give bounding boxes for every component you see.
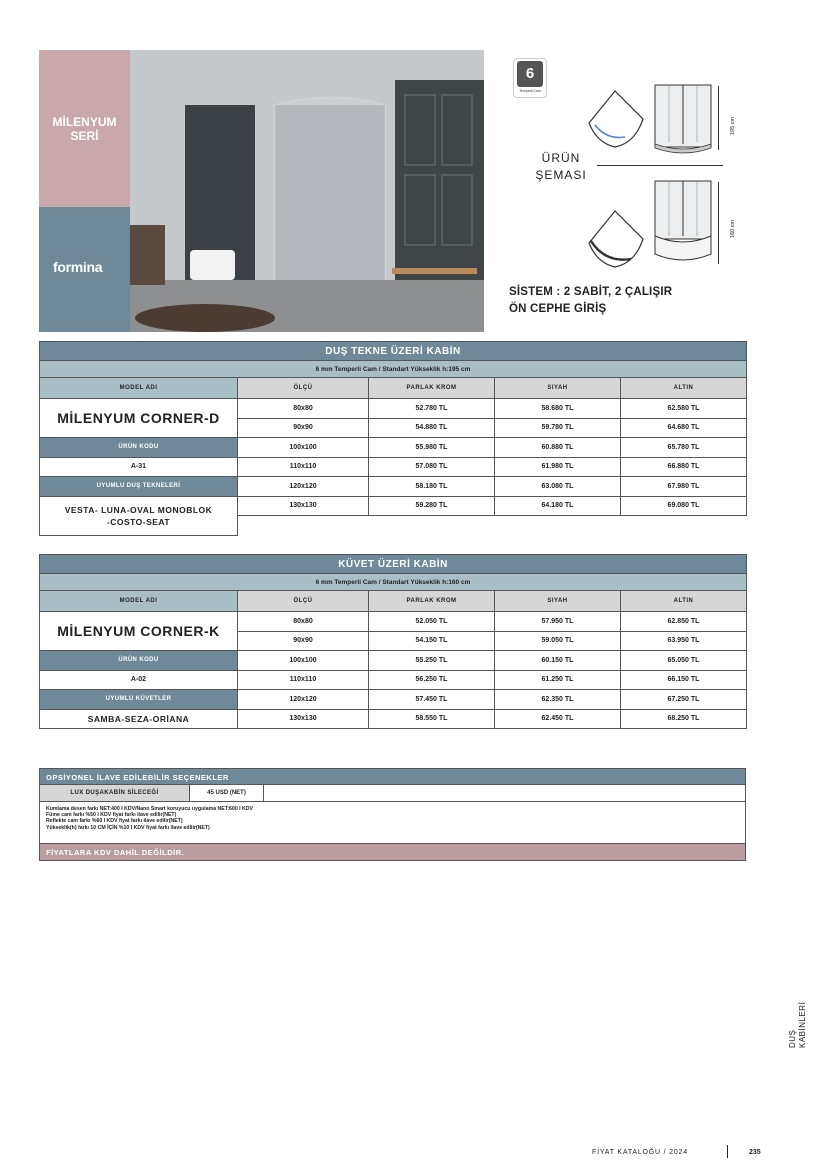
corner-plan-bottom-icon	[585, 205, 647, 270]
table1-spacer	[238, 516, 747, 535]
price-table-bathtub	[39, 554, 747, 729]
options-note: Kumlama desen farkı NET:400 I KDV/Nano Smart koruyucu uygulama NET:600 I KDV	[46, 806, 253, 812]
table1-size: 80x80	[238, 399, 369, 419]
table2-size: 80x80	[238, 612, 369, 632]
options-note: Yükseklik(h) farkı 10 CM İÇİN %10 I KDV fiyat farkı ilave edilir(NET)	[46, 824, 210, 831]
table2-size: 100x100	[238, 651, 369, 671]
table2-price-chrome: 55.250 TL	[369, 651, 495, 671]
table2-compat-list: SAMBA-SEZA-ORİANA	[40, 709, 238, 729]
price-table-shower-tray	[39, 341, 747, 536]
table2-price-gold: 66.150 TL	[621, 670, 747, 690]
table2-subtitle: 6 mm Temperli Cam / Standart Yükseklik h:160 cm	[40, 574, 747, 591]
table1-header-gold: ALTIN	[621, 378, 747, 399]
table1-price-gold: 67.980 TL	[621, 477, 747, 497]
series-title: MİLENYUM SERİ	[39, 50, 130, 207]
table2-size: 120x120	[238, 690, 369, 710]
table2-compat-label: UYUMLU KÜVETLER	[40, 690, 238, 710]
table1-price-chrome: 55.980 TL	[369, 438, 495, 458]
table2-price-chrome: 52.050 TL	[369, 612, 495, 632]
table1-compat-label: UYUMLU DUŞ TEKNELERİ	[40, 477, 238, 497]
options-notes	[39, 802, 746, 844]
table1-title: DUŞ TEKNE ÜZERİ KABİN	[40, 342, 747, 361]
section-side-label	[782, 1000, 812, 1050]
table1-price-chrome: 59.280 TL	[369, 496, 495, 516]
table2-title: KÜVET ÜZERİ KABİN	[40, 555, 747, 574]
table2-header-gold: ALTIN	[621, 591, 747, 612]
table1-header-size: ÖLÇÜ	[238, 378, 369, 399]
glass-thickness: 6	[517, 61, 543, 87]
table1-header-black: SIYAH	[495, 378, 621, 399]
table2-model-name: MİLENYUM CORNER-K	[40, 612, 238, 651]
table1-price-gold: 65.780 TL	[621, 438, 747, 458]
table1-subtitle: 6 mm Temperli Cam / Standart Yükseklik h:195 cm	[40, 361, 747, 378]
table2-header-model: MODEL ADI	[40, 591, 238, 612]
options-item-price: 45 USD (NET)	[190, 785, 264, 801]
schema-label: ÜRÜN ŞEMASI	[535, 151, 587, 182]
table2-price-black: 62.450 TL	[495, 709, 621, 729]
table1-price-chrome: 58.180 TL	[369, 477, 495, 497]
table2-price-black: 61.250 TL	[495, 670, 621, 690]
table2-price-black: 59.050 TL	[495, 631, 621, 651]
table1-price-black: 61.980 TL	[495, 457, 621, 477]
table1-model-name: MİLENYUM CORNER-D	[40, 399, 238, 438]
options-header: OPSİYONEL İLAVE EDİLEBİLİR SEÇENEKLER	[39, 768, 746, 785]
product-photo	[130, 50, 484, 332]
options-item-label: LUX DUŞAKABİN SİLECEĞİ	[40, 785, 190, 801]
table1-header-chrome: PARLAK KROM	[369, 378, 495, 399]
table1-price-chrome: 54.880 TL	[369, 418, 495, 438]
table2-price-chrome: 58.550 TL	[369, 709, 495, 729]
table2-size: 90x90	[238, 631, 369, 651]
table1-price-black: 64.180 TL	[495, 496, 621, 516]
table1-price-gold: 62.580 TL	[621, 399, 747, 419]
table2-price-chrome: 56.250 TL	[369, 670, 495, 690]
schema-divider	[597, 165, 723, 166]
corner-plan-top-icon	[585, 85, 647, 150]
dimension-bottom: 160 cm	[730, 219, 736, 238]
brand-logo: formina	[53, 259, 103, 275]
system-description: SİSTEM : 2 SABİT, 2 ÇALIŞIR ÖN CEPHE GİRİŞ	[509, 286, 673, 315]
table1-price-chrome: 52.780 TL	[369, 399, 495, 419]
table2-price-chrome: 57.450 TL	[369, 690, 495, 710]
table2-price-gold: 65.050 TL	[621, 651, 747, 671]
dimension-top: 195 cm	[730, 116, 736, 135]
cabin-elevation-top-icon	[652, 82, 714, 157]
table1-price-gold: 69.080 TL	[621, 496, 747, 516]
table2-header-chrome: PARLAK KROM	[369, 591, 495, 612]
table1-price-black: 63.080 TL	[495, 477, 621, 497]
table1-size: 130x130	[238, 496, 369, 516]
table1-price-black: 58.680 TL	[495, 399, 621, 419]
bathroom-photo-illustration	[130, 50, 484, 332]
glass-badge-caption: Temperli Cam	[519, 89, 541, 93]
dimension-line-top	[718, 86, 719, 150]
table1-size: 100x100	[238, 438, 369, 458]
table1-price-black: 59.780 TL	[495, 418, 621, 438]
table1-price-chrome: 57.080 TL	[369, 457, 495, 477]
table1-price-black: 60.880 TL	[495, 438, 621, 458]
table2-price-black: 57.950 TL	[495, 612, 621, 632]
table1-header-model: MODEL ADI	[40, 378, 238, 399]
table2-size: 110x110	[238, 670, 369, 690]
side-label-line2: KABİNLERİ	[798, 1001, 807, 1048]
vat-notice: FİYATLARA KDV DAHİL DEĞİLDİR.	[39, 844, 746, 861]
table2-price-gold: 67.250 TL	[621, 690, 747, 710]
table1-price-gold: 64.680 TL	[621, 418, 747, 438]
table1-code-label: ÜRÜN KODU	[40, 438, 238, 458]
table2-code-label: ÜRÜN KODU	[40, 651, 238, 671]
table1-price-gold: 66.880 TL	[621, 457, 747, 477]
table2-price-black: 60.150 TL	[495, 651, 621, 671]
brand-panel	[39, 207, 130, 332]
table1-size: 90x90	[238, 418, 369, 438]
footer-catalog: FİYAT KATALOĞU / 2024	[592, 1149, 688, 1156]
table1-size: 120x120	[238, 477, 369, 497]
table1-size: 110x110	[238, 457, 369, 477]
side-label-line1: DUŞ	[788, 1029, 797, 1048]
table2-price-gold: 63.950 TL	[621, 631, 747, 651]
table1-compat-list: VESTA- LUNA-OVAL MONOBLOK -COSTO-SEAT	[40, 496, 238, 535]
table2-price-black: 62.350 TL	[495, 690, 621, 710]
table2-price-gold: 62.850 TL	[621, 612, 747, 632]
glass-badge	[513, 58, 547, 98]
dimension-line-bottom	[718, 182, 719, 264]
table2-header-size: ÖLÇÜ	[238, 591, 369, 612]
options-note: Füme cam farkı %50 I KDV fiyat farkı ilave edilir(NET)	[46, 812, 177, 819]
table1-code: A-31	[40, 457, 238, 477]
table2-price-gold: 68.250 TL	[621, 709, 747, 729]
cabin-elevation-bottom-icon	[652, 178, 714, 268]
table2-header-black: SIYAH	[495, 591, 621, 612]
footer-divider	[727, 1145, 728, 1158]
page-number: 235	[749, 1149, 761, 1156]
table2-code: A-02	[40, 670, 238, 690]
options-note: Reflekte cam farkı %60 I KDV fiyat farkı ilave edilir(NET)	[46, 818, 183, 825]
table2-price-chrome: 54.150 TL	[369, 631, 495, 651]
table2-size: 130x130	[238, 709, 369, 729]
options-item-row	[39, 785, 746, 802]
